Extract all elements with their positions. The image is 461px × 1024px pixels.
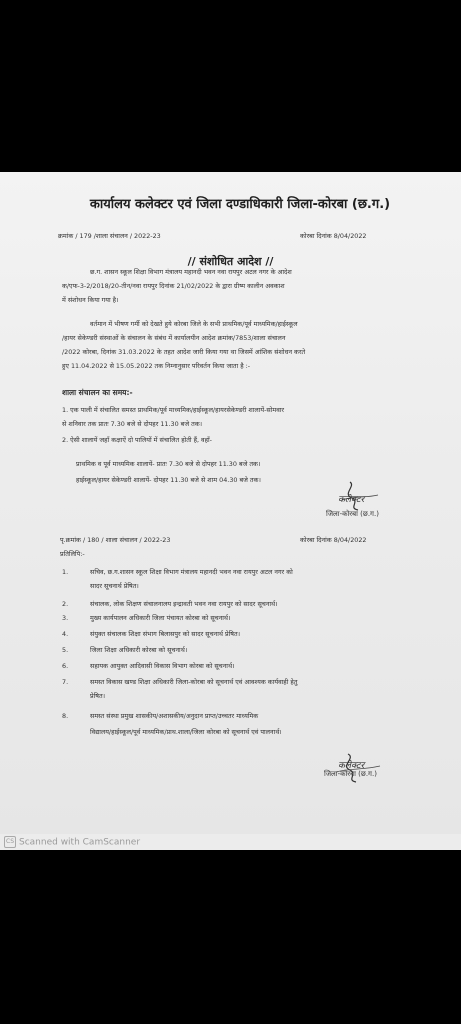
scanner-text: Scanned with CamScanner (19, 837, 141, 848)
camscanner-icon: CS (4, 836, 16, 848)
signature-designation: जिला-कोरबा (छ.ग.) (326, 510, 379, 518)
signature-mark: कलेक्टर (338, 495, 365, 505)
order-date: कोरबा दिनांक 8/04/2022 (300, 232, 367, 240)
signature-mark: कलेक्टर (338, 761, 365, 771)
copy-order-date: कोरबा दिनांक 8/04/2022 (300, 536, 367, 544)
office-title: कार्यालय कलेक्टर एवं जिला दण्डाधिकारी जिला-कोरबा (छ.ग.) (89, 197, 391, 212)
order-number: क्रमांक / 179 /शाला संचालन / 2022-23 (58, 232, 161, 240)
schedule-heading: शाला संचालन का समय:- (62, 388, 133, 397)
order-heading: // संशोधित आदेश // (187, 255, 274, 268)
signature-designation: जिला-कोरबा (छ.ग.) (324, 770, 377, 778)
copy-order-number: पृ.क्रमांक / 180 / शाला संचालन / 2022-23 (60, 536, 171, 544)
scanner-watermark (4, 836, 140, 848)
signature-1 (322, 480, 392, 518)
copy-label: प्रतिलिपि:- (60, 550, 85, 558)
signature-2 (322, 750, 392, 788)
